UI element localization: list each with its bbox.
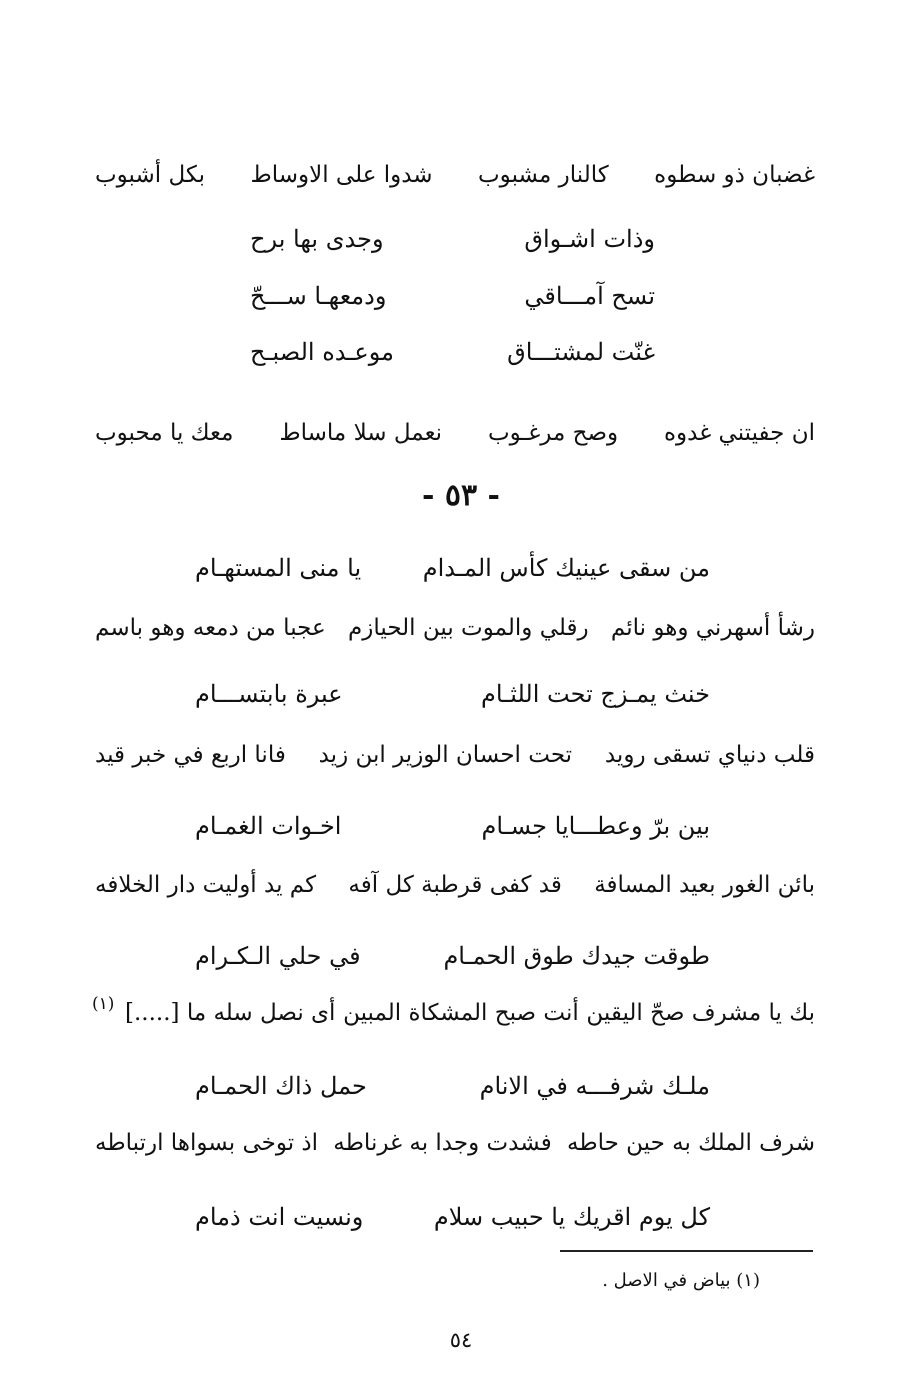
poem-segment: غضبان ذو سطوه xyxy=(654,162,815,188)
poem-segment: عجبا من دمعه وهو باسم xyxy=(95,615,326,641)
poem-segment: ان جفيتني غدوه xyxy=(663,420,815,446)
poem-hemistich: بين برّ وعطـــايا جسـام xyxy=(481,812,710,840)
page-number: ٥٤ xyxy=(449,1328,473,1352)
poem-line-4 xyxy=(250,338,655,366)
poem-segment: كالنار مشبوب xyxy=(478,162,609,188)
poem-segment: قلب دنياي تسقى رويد xyxy=(604,742,815,768)
poem-segment: أى نصل سله ما [.....] xyxy=(125,1000,336,1026)
poem-hemistich: كل يوم اقريك يا حبيب سلام xyxy=(433,1203,710,1231)
poem-segment: رقلي والموت بين الحيازم xyxy=(348,615,589,641)
poem-hemistich: ملـك شرفـــه في الانام xyxy=(479,1072,710,1100)
footnote-divider xyxy=(560,1250,813,1252)
poem-hemistich: موعـده الصبـح xyxy=(250,338,394,366)
poem-line-9 xyxy=(95,742,815,768)
section-number: - ٥٣ - xyxy=(421,478,501,513)
poem-segment: فانا اربع في خبر قيد xyxy=(95,742,286,768)
poem-line-11 xyxy=(95,872,815,898)
poem-hemistich: ودمعهـا ســـحّ xyxy=(250,282,387,310)
poem-segment: بائن الغور بعيد المسافة xyxy=(594,872,815,898)
poem-line-10 xyxy=(195,812,710,840)
poem-segment: شرف الملك به حين حاطه xyxy=(566,1130,815,1156)
poem-line-3 xyxy=(250,282,655,310)
poem-line-16 xyxy=(195,1203,710,1231)
poem-line-13 xyxy=(125,1000,815,1026)
poem-line-14 xyxy=(195,1072,710,1100)
poem-line-15 xyxy=(95,1130,815,1156)
poem-hemistich: في حلي الـكـرام xyxy=(195,942,361,970)
poem-hemistich: غنّت لمشتـــاق xyxy=(507,338,655,366)
poem-hemistich: طوقت جيدك طوق الحمـام xyxy=(443,942,710,970)
poem-segment: قد كفى قرطبة كل آفه xyxy=(348,872,562,898)
poem-segment: رشأ أسهرني وهو نائم xyxy=(610,615,815,641)
poem-hemistich: اخـوات الغمـام xyxy=(195,812,342,840)
poem-hemistich: وجدى بها برح xyxy=(250,225,384,253)
poem-segment: شدوا على الاوساط xyxy=(250,162,433,188)
poem-hemistich: ونسيت انت ذمام xyxy=(195,1203,364,1231)
poem-hemistich: خنث يمـزج تحت اللثـام xyxy=(481,680,710,708)
poem-segment: تحت احسان الوزير ابن زيد xyxy=(318,742,573,768)
poem-line-7 xyxy=(95,615,815,641)
poem-segment: معك يا محبوب xyxy=(95,420,234,446)
poem-line-12 xyxy=(195,942,710,970)
poem-hemistich: تسح آمـــاقي xyxy=(524,282,655,310)
poem-segment: بكل أشبوب xyxy=(95,162,205,188)
poem-line-2 xyxy=(250,225,655,253)
poem-hemistich: وذات اشـواق xyxy=(524,225,655,253)
poem-line-8 xyxy=(195,680,710,708)
poem-line-6 xyxy=(195,554,710,582)
poem-segment: اذ توخى بسواها ارتباطه xyxy=(95,1130,319,1156)
poem-line-1 xyxy=(95,162,815,188)
poem-segment: كم يد أوليت دار الخلافه xyxy=(95,872,317,898)
poem-hemistich: من سقى عينيك كأس المـدام xyxy=(422,554,710,582)
poem-segment: فشدت وجدا به غرناطه xyxy=(333,1130,552,1156)
poem-segment: أنت صبح المشكاة المبين xyxy=(343,1000,579,1026)
poem-hemistich: حمل ذاك الحمـام xyxy=(195,1072,367,1100)
poem-line-5 xyxy=(95,420,815,446)
poem-hemistich: يا منى المستهـام xyxy=(195,554,362,582)
footnote-marker: (١) xyxy=(92,994,115,1014)
poem-segment: وصح مرغـوب xyxy=(487,420,619,446)
poem-segment: نعمل سلا ماساط xyxy=(279,420,443,446)
footnote-text: (١) بياض في الاصل . xyxy=(602,1270,760,1291)
poem-segment: بك يا مشرف صحّ اليقين xyxy=(586,1000,815,1026)
poem-hemistich: عبرة بابتســـام xyxy=(195,680,343,708)
